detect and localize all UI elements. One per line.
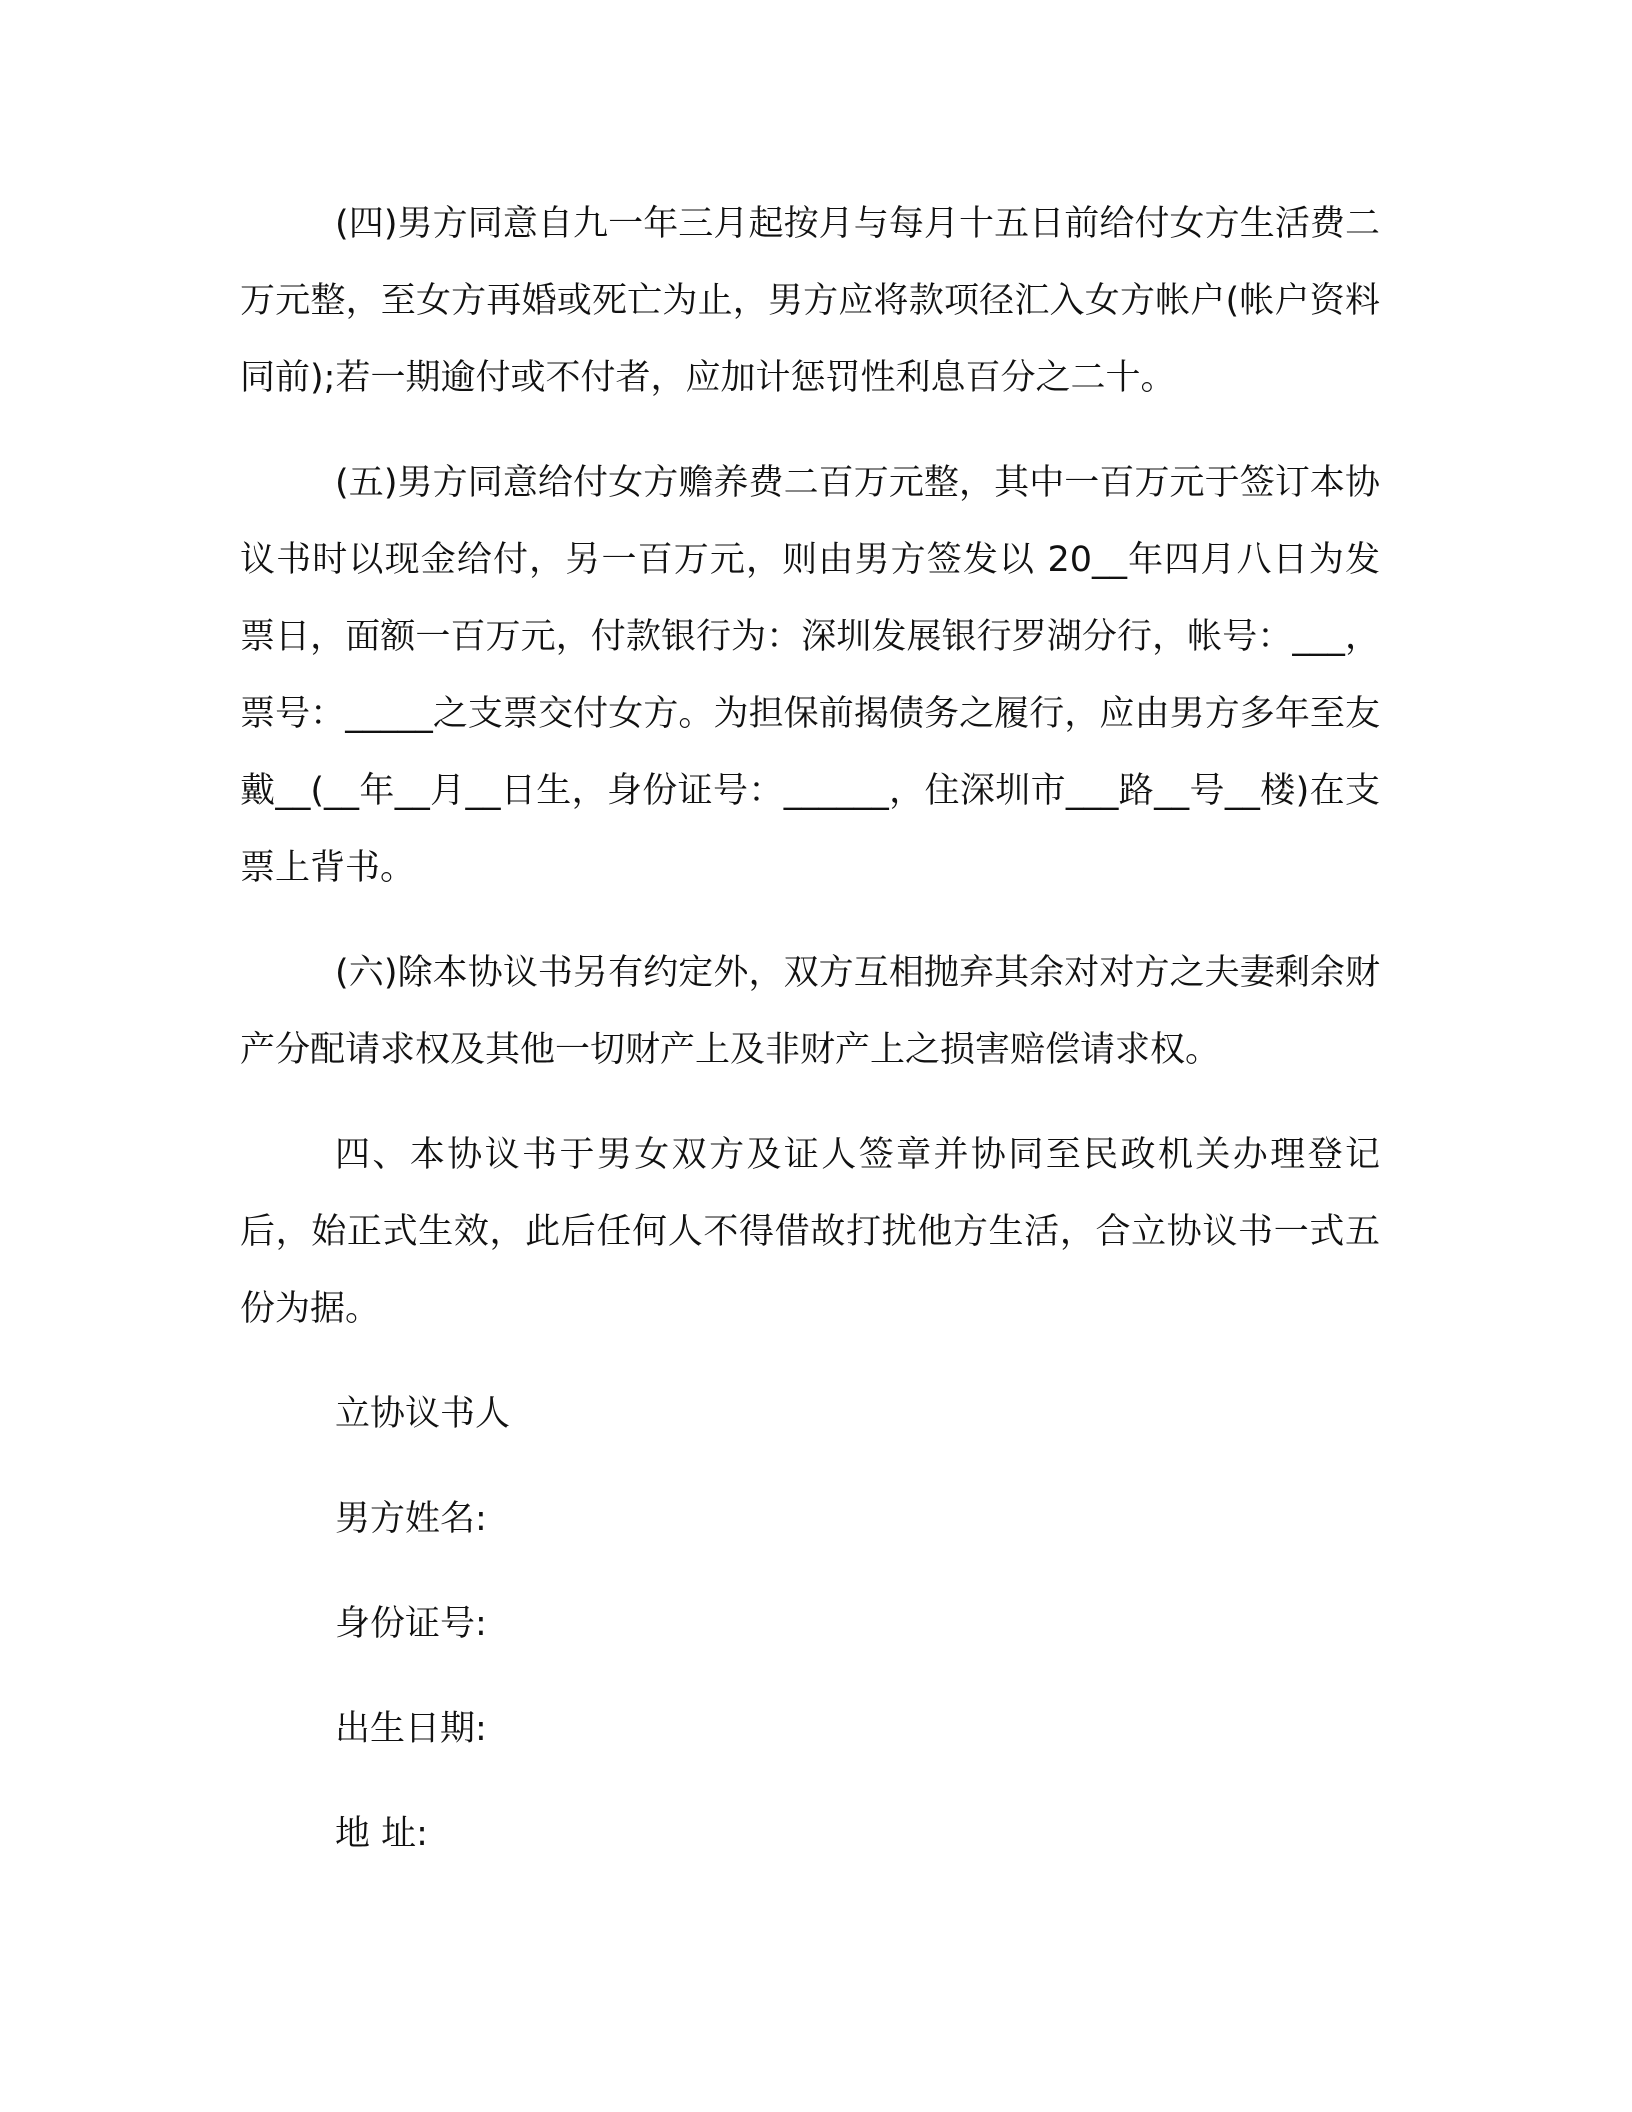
signature-block xyxy=(240,1376,1380,1873)
address-label: 地 址: xyxy=(335,1814,428,1854)
clause-4-living-expenses: (四)男方同意自九一年三月起按月与每月十五日前给付女方生活费二万元整，至女方再婚或死亡为止，男方应将款项径汇入女方帐户(帐户资料同前);若一期逾付或不付者，应加计惩罚性利息百分之二十。 xyxy=(240,204,1380,398)
id-number-label: 身份证号: xyxy=(335,1604,487,1644)
male-name-label: 男方姓名: xyxy=(335,1499,487,1539)
signatory-heading: 立协议书人 xyxy=(335,1394,511,1434)
birth-date-label: 出生日期: xyxy=(335,1709,487,1749)
clause-6-waiver: (六)除本协议书另有约定外，双方互相抛弃其余对对方之夫妻剩余财产分配请求权及其他一切财产上及非财产上之损害赔偿请求权。 xyxy=(240,953,1380,1070)
article-4-effectiveness: 四、本协议书于男女双方及证人签章并协同至民政机关办理登记后，始正式生效，此后任何人不得借故打扰他方生活，合立协议书一式五份为据。 xyxy=(240,1135,1380,1329)
clause-5-alimony: (五)男方同意给付女方赡养费二百万元整，其中一百万元于签订本协议书时以现金给付，另一百万元，则由男方签发以 20__年四月八日为发票日，面额一百万元，付款银行为：深圳发展银行罗湖分行，帐号：___，票号：_____之支票交付女方。为担保前揭债务之履行，应由男方多年至友戴__(__年__月__日生，身份证号：______，住深圳市___路__号__楼)在支票上背书。 xyxy=(240,463,1380,888)
document-body xyxy=(240,186,1380,1873)
